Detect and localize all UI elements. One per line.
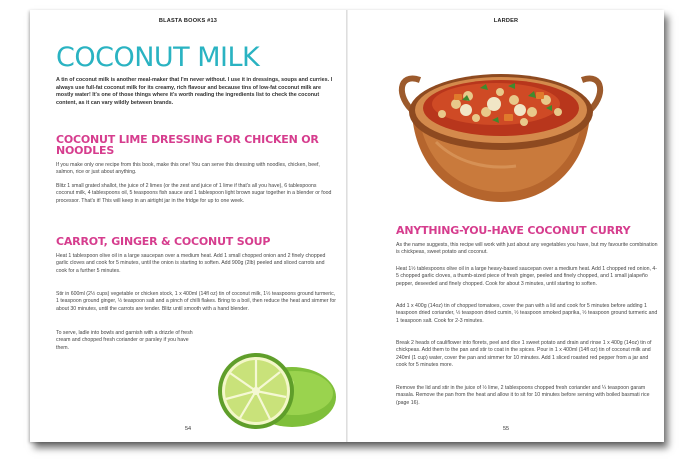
page-number-right: 55 — [502, 426, 510, 432]
curry-heading: ANYTHING-YOU-HAVE COCONUT CURRY — [396, 224, 631, 237]
lime-illustration — [200, 335, 340, 435]
curry-step-4: Remove the lid and stir in the juice of ½ lime, 2 tablespoons chopped fresh coriander and ¼ teaspoon garam masala. Remove the pan from the heat and allow it to sit for 10 minutes before serving with boiled basmati rice (page 16). — [396, 385, 650, 406]
curry-intro: As the name suggests, this recipe will work with just about any vegetables you have, but my favourite combination is chickpeas, sweet potato and coconut. — [396, 242, 658, 256]
curry-bowl-illustration — [396, 42, 606, 212]
dressing-method: Blitz 1 small grated shallot, the juice of 2 limes (or the zest and juice of 1 lime if that's all you have), 6 tablespoons coconut milk, 4 tablespoons oil, 5 teaspoons fish sauce and 1 tablespoon light brown sugar together in a blender or food processor. That's it! This will keep in an airtight jar in the fridge for up to one week. — [56, 183, 332, 204]
running-head-right: LARDER — [493, 18, 519, 24]
soup-step-1: Heat 1 tablespoon olive oil in a large saucepan over a medium heat. Add 1 small chopped onion and 2 finely chopped garlic cloves and cook for 5 minutes, until the onion is starting to soften. Add 900g (2lb) peeled and sliced carrots and cook for a further 5 minutes. — [56, 253, 326, 274]
right-page — [348, 10, 664, 442]
curry-step-1: Heat 1½ tablespoons olive oil in a large heavy-based saucepan over a medium heat. Add 1 chopped red onion, 4-5 chopped garlic cloves, a thumb-sized piece of fresh ginger, peeled and finely chopped, and 1 small jalapeño pepper, deseeded and finely chopped. Cook for about 3 minutes, until starting to soften. — [396, 266, 657, 287]
soup-serve: To serve, ladle into bowls and garnish with a drizzle of fresh cream and chopped fresh coriander or parsley if you have them. — [56, 330, 193, 351]
running-head-left: BLASTA BOOKS #13 — [158, 18, 218, 24]
curry-step-3: Break 2 heads of cauliflower into florets, peel and dice 1 sweet potato and drain and rinse 1 x 400g (14oz) tin of chickpeas. Add them to the pan and stir to coat in the spices. Pour in 1 x 400ml (14fl oz) tin of coconut milk and 240ml (1 cup) water, cover the pan and simmer for 10 minutes. Add 1 sliced roasted red pepper from a jar and cook for 5 minutes more. — [396, 340, 652, 369]
soup-step-2: Stir in 600ml (2½ cups) vegetable or chicken stock, 1 x 400ml (14fl oz) tin of coconut milk, 1½ teaspoons ground turmeric, 1 teaspoon ground ginger, ½ teaspoon salt and a pinch of chilli flakes. Bring to a boil, then reduce the heat and simmer for about 30 minutes, until the carrots are tender. Blitz until smooth with a hand blender. — [56, 291, 337, 312]
dressing-intro: If you make only one recipe from this book, make this one! You can serve this dressing with noodles, chicken, beef, salmon, rice or just about anything. — [56, 162, 320, 176]
curry-step-2: Add 1 x 400g (14oz) tin of chopped tomatoes, cover the pan with a lid and cook for 5 minutes before adding 1 teaspoon dried coriander, ½ teaspoon dried cumin, ½ teaspoon smoked paprika, ½ teaspoon ground turmeric and 1 teaspoon salt. Cook for 2-3 minutes. — [396, 303, 658, 324]
left-page — [30, 10, 346, 442]
soup-heading: CARROT, GINGER & COCONUT SOUP — [56, 235, 271, 248]
page-title: COCONUT MILK — [56, 42, 260, 73]
page-number-left: 54 — [184, 426, 192, 432]
book-spread — [30, 10, 664, 442]
dressing-heading: COCONUT LIME DRESSING FOR CHICKEN OR NOODLES — [56, 133, 319, 157]
intro-paragraph: A tin of coconut milk is another meal-maker that I'm never without. I use it in dressings, soups and curries. I always use full-fat coconut milk for its creamy, rich flavour and because tins of low-fat coconut milk are mostly water! It's one of those things where it's worth reading the ingredients list to check the coconut content, as it can vary wildly between brands. — [56, 77, 333, 106]
